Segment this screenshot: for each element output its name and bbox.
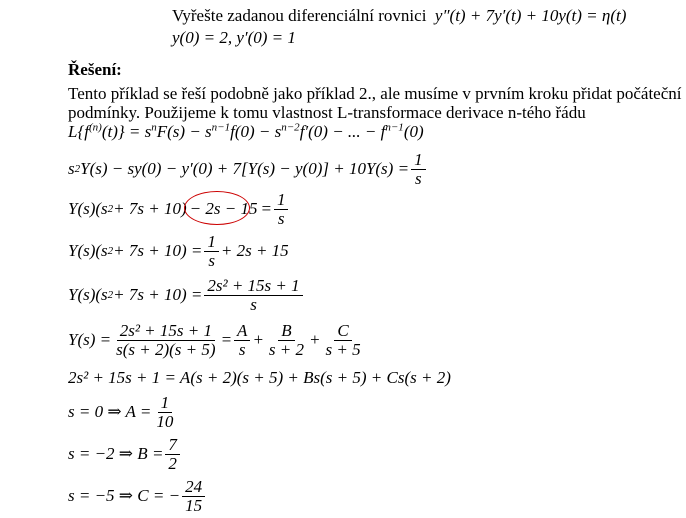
step8-fraction — [165, 436, 180, 473]
step4-fraction — [204, 277, 302, 314]
step4-den: s — [250, 294, 257, 314]
task-prompt: Vyřešte zadanou diferenciální rovnici — [172, 6, 427, 25]
intro-line-1: Tento příklad se řeší podobně jako příklad 2., ale musíme v prvním kroku přidat počáteční — [68, 84, 682, 103]
lp-part3: f(0) − s — [230, 122, 282, 141]
step9-den: 15 — [185, 495, 203, 515]
step7-den: 10 — [156, 411, 174, 431]
lp-sup-n2: n−2 — [281, 121, 300, 134]
task-statement — [172, 6, 626, 26]
step7-pre: s = 0 ⇒ A = — [68, 402, 152, 421]
laplace-derivative-property — [68, 122, 424, 142]
step3-mid: + 7s + 10) = — [113, 241, 203, 260]
step1-num: 1 — [411, 151, 426, 170]
step5-plus2: + — [309, 330, 321, 349]
task-conditions: y(0) = 2, y′(0) = 1 — [172, 28, 296, 47]
step2-mid: + 7s + 10) — [113, 199, 187, 218]
step5-a-fraction — [234, 322, 250, 359]
step5-main-fraction — [113, 322, 218, 359]
step-8-coefficient-b — [68, 434, 182, 474]
lp-lhs-suffix: (t)} = s — [101, 122, 152, 141]
step-9-coefficient-c — [68, 476, 207, 516]
step4-num: 2s² + 15s + 1 — [204, 277, 302, 296]
lp-part2: F(s) − s — [156, 122, 212, 141]
step5-b-den: s + 2 — [268, 339, 305, 359]
step9-pre: s = −5 ⇒ C = − — [68, 486, 181, 505]
step-5-partial-fractions — [68, 320, 366, 360]
step9-num: 24 — [182, 478, 205, 497]
lp-sup-n1: n−1 — [211, 121, 231, 134]
step7-fraction — [153, 394, 176, 431]
task-equation: y″(t) + 7y′(t) + 10y(t) = η(t) — [434, 6, 627, 25]
step-7-coefficient-a — [68, 392, 178, 432]
step3-post: + 2s + 15 — [220, 241, 289, 260]
step3-den: s — [208, 250, 215, 270]
solution-heading: Řešení: — [68, 60, 122, 79]
step-2-collected-equation: Y(s)(s 2 + 7s + 10) − 2s − 15 = $\frac{1}{s}$ — [68, 190, 290, 228]
step5-pre: Y(s) = — [68, 330, 112, 349]
step1-s: s — [68, 159, 75, 178]
step1-den: s — [415, 168, 422, 188]
step5-b-num: B — [278, 322, 294, 341]
step5-num: 2s² + 15s + 1 — [117, 322, 215, 341]
step4-pre: Y(s)(s — [68, 285, 108, 304]
intro-line-2: podmínky. Použijeme k tomu vlastnost L-transformace derivace n-tého řádu — [68, 103, 586, 122]
lp-lhs-prefix: L{f — [68, 122, 89, 141]
step9-fraction — [182, 478, 205, 515]
step-4-equation: Y(s)(s 2 + 7s + 10) = $\frac{\text{2s² + 15s + 1}}{s}$ — [68, 276, 305, 314]
lp-part4: f′(0) − ... − f — [299, 122, 386, 141]
step7-num: 1 — [158, 394, 173, 413]
lp-sup-n1b: n−1 — [385, 121, 404, 134]
step8-num: 7 — [165, 436, 180, 455]
step3-fraction — [204, 233, 219, 270]
lp-sup-n: n — [151, 121, 157, 134]
step2-den: s — [277, 208, 285, 228]
step2-pre: Y(s)(s — [68, 199, 108, 218]
step5-c-num: C — [334, 322, 351, 341]
step-1-transformed-equation: s 2 Y(s) − sy(0) − y′(0) + 7[Y(s) − y(0)] + 10Y(s) = $\frac{1}{s}$ — [68, 150, 428, 188]
step-6-coefficient-equation: 2s² + 15s + 1 = A(s + 2)(s + 5) + Bs(s + 5) + Cs(s + 2) — [68, 368, 451, 387]
step5-plus1: + — [252, 330, 264, 349]
step5-c-den: s + 5 — [325, 339, 361, 359]
step-3-equation: Y(s)(s 2 + 7s + 10) = $\frac{1}{s}$ + 2s + 15 — [68, 231, 289, 270]
step5-eq: = — [220, 330, 233, 349]
step5-a-den: s — [238, 339, 246, 359]
lp-lhs-sup: (n) — [88, 121, 102, 134]
step3-pre: Y(s)(s — [68, 241, 108, 260]
step3-num: 1 — [204, 233, 219, 252]
step1-lhs: Y(s) − sy(0) − y′(0) + 7[Y(s) − y(0)] + 10Y(s) = — [80, 159, 410, 178]
step5-c-fraction — [323, 322, 364, 359]
step2-fraction — [274, 191, 289, 228]
step5-den: s(s + 2)(s + 5) — [116, 339, 216, 359]
step8-pre: s = −2 ⇒ B = — [68, 444, 164, 463]
step2-num: 1 — [274, 191, 289, 210]
lp-part5: (0) — [403, 122, 424, 141]
step5-b-fraction — [266, 322, 307, 359]
step2-eq: = — [260, 199, 272, 218]
step4-mid: + 7s + 10) = — [113, 285, 203, 304]
step1-fraction — [411, 151, 426, 188]
step2-circled-term: − 2s − 15 — [189, 199, 258, 218]
step5-a-num: A — [234, 322, 250, 341]
step8-den: 2 — [168, 453, 177, 473]
